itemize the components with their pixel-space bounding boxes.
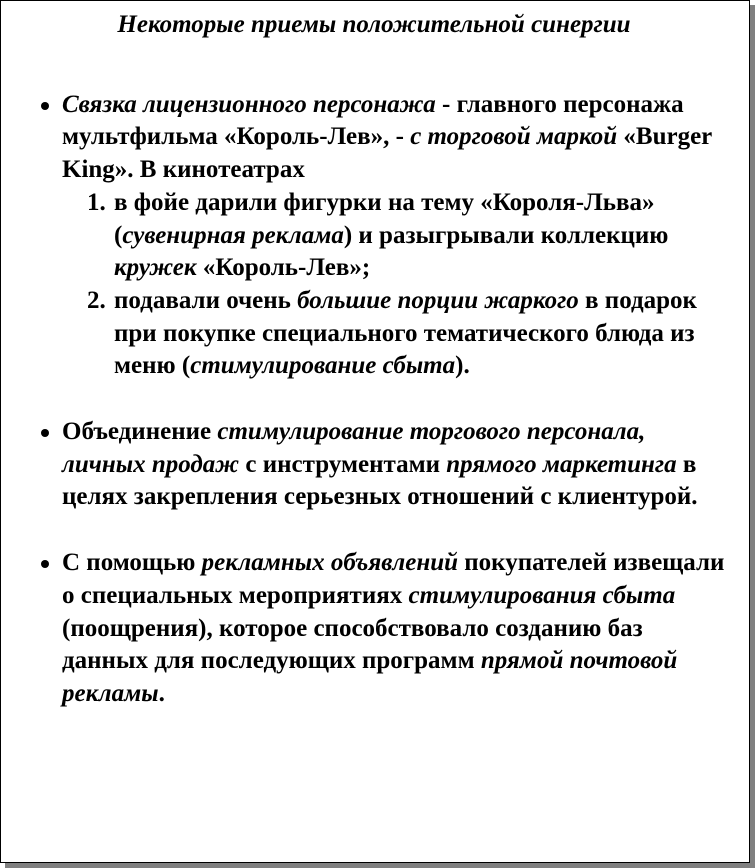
bullet3-text-1: С помощью: [62, 549, 202, 577]
numbered-item-2: [62, 285, 730, 383]
bullet-dot-icon: [41, 429, 49, 437]
item1-text-5: «Король-Лев»;: [196, 254, 371, 282]
bullet-dot-icon: [41, 560, 49, 568]
bullet3-text-7: .: [158, 679, 165, 707]
bullet-item-integration: [0, 416, 748, 514]
bullet1-text-4: «Burger King». В кинотеатрах: [62, 123, 712, 184]
bullet-list: [0, 89, 748, 711]
bullet-item-licensing: [0, 89, 748, 383]
item1-text-1: в фойе дарили фигурки на тему «Короля-Льва» (: [114, 188, 655, 249]
item2-text-3: в подарок при покупке специального тематического блюда из меню (: [114, 286, 697, 380]
bullet3-text-6: прямой почтовой рекламы: [62, 647, 678, 707]
bullet2-text-3: с инструментами: [239, 450, 447, 478]
item1-text-4: кружек: [114, 254, 197, 282]
bullet1-text-1: Связка лицензионного персонажа: [62, 90, 436, 118]
numbered-item-1: [62, 187, 730, 285]
item1-text-3: ) и разыгрывали коллекцию: [343, 221, 669, 249]
item1-text-2: сувенирная реклама: [122, 221, 344, 249]
bullet2-text-1: Объединение: [62, 418, 218, 446]
bullet2-text-4: прямого маркетинга: [446, 450, 677, 478]
bullet1-text-3: с торговой маркой: [410, 123, 618, 151]
title-part-1: Некоторые приемы: [117, 11, 343, 38]
bullet3-text-2: рекламных объявлений: [201, 549, 459, 577]
item2-text-2: большие порции жаркого: [297, 286, 579, 314]
item2-text-4: стимулирование сбыта: [190, 352, 456, 380]
bullet-item-advertising: [0, 547, 748, 711]
title-part-3: синергии: [524, 11, 631, 38]
slide-shadow-bottom: [5, 863, 755, 868]
bullet2-text-2: стимулирование торгового персонала, личных продаж: [62, 418, 646, 478]
bullet3-text-3: покупателей извещали о специальных мероприятиях: [62, 549, 725, 609]
title-part-2: положительной: [342, 11, 525, 38]
numbered-list: [62, 187, 730, 383]
bullet3-text-4: стимулирования сбыта: [408, 581, 676, 609]
bullet1-text-2: - главного персонажа мультфильма «Король-Лев», -: [62, 90, 684, 151]
slide-title: [0, 0, 748, 42]
slide-shadow-right: [750, 5, 755, 868]
item2-text-5: ).: [455, 352, 470, 380]
numbered-item-number: 1.: [87, 188, 106, 216]
item2-text-1: подавали очень: [114, 286, 298, 314]
numbered-item-number: 2.: [87, 286, 106, 314]
bullet-dot-icon: [41, 102, 49, 110]
bullet3-text-5: (поощрения), которое способствовало созданию баз данных для последующих программ: [62, 614, 643, 675]
bullet2-text-5: в целях закрепления серьезных отношений с клиентурой.: [62, 450, 698, 511]
